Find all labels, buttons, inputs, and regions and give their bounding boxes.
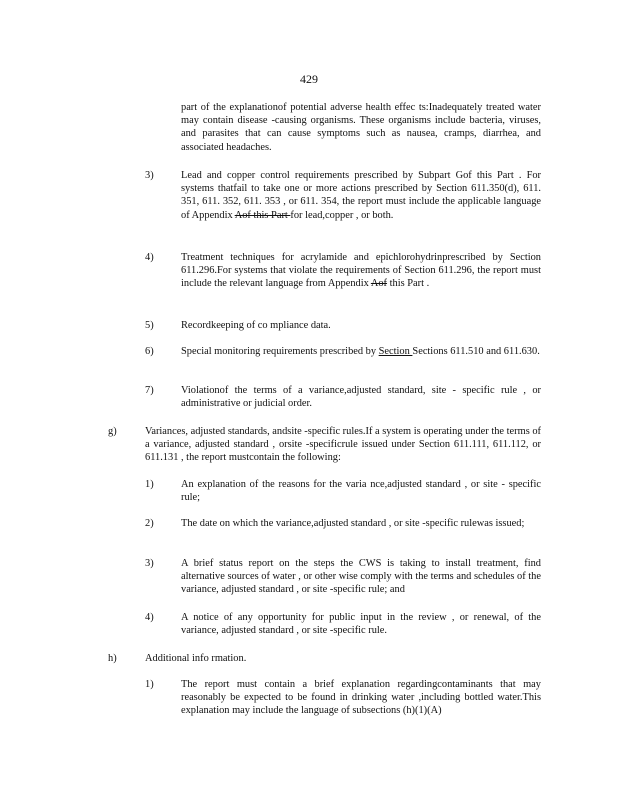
g-item-public-notice: A notice of any opportunity for public input in the review , or renewal, of the variance, adjusted standard , or site -specific rule. [181,612,541,637]
underlined-text: Section [378,346,413,357]
item-text-special-monitoring: Special monitoring requirements prescribed by Section Sections 611.510 and 611.630. [181,346,540,357]
item-number: 3) [145,170,154,181]
item-text-treatment-techniques: Treatment techniques for acrylamide and epichlorohydrinprescribed by Section 611.296.For systems that violate the requirements of Section 611.296, the report must include the relevant language from Appendix Aof this Part . [181,252,541,290]
section-h-text: Additional info rmation. [145,653,247,664]
page-number: 429 [300,72,318,86]
item-number: 5) [145,320,154,331]
item-number: 4) [145,612,154,623]
item-number: 4) [145,252,154,263]
section-label-g: g) [108,426,117,437]
item-number: 1) [145,679,154,690]
item-text-lead-copper: Lead and copper control requirements prescribed by Subpart Gof this Part . For systems thatfail to take one or more actions prescribed by Section 611.350(d), 611. 351, 611. 352, 611. 353 , or 611. 354, the report must include the applicable language of Appendix Aof this Part for lead,copper , or both. [181,170,541,221]
section-g-text: Variances, adjusted standards, andsite -specific rules.If a system is operating under the terms of a variance, adjusted standard , orsite -specificrule issued under Section 611.111, 611.112, or 611.131 , the report mustcontain the following: [145,426,541,464]
item-number: 2) [145,518,154,529]
item-number: 1) [145,479,154,490]
item-number: 3) [145,558,154,569]
item-text-recordkeeping: Recordkeeping of co mpliance data. [181,320,331,331]
struck-text: Aof [370,278,388,290]
h-item-contaminants: The report must contain a brief explanation regardingcontaminants that may reasonably be expected to be found in drinking water ,including bottled water.This explanation may include the language of subsections (h)(1)(A) [181,679,541,717]
item-number: 7) [145,385,154,396]
struck-text: Aof this Part [234,209,291,221]
section-label-h: h) [108,653,117,664]
g-item-date: The date on which the variance,adjusted standard , or site -specific rulewas issued; [181,518,525,529]
g-item-explanation: An explanation of the reasons for the varia nce,adjusted standard , or site - specific rule; [181,479,541,504]
intro-paragraph: part of the explanationof potential adverse health effec ts:Inadequately treated water may contain disease -causing organisms. These organisms include bacteria, viruses, and parasites that can cause symptoms such as nausea, cramps, diarrhea, and associated headaches. [181,102,541,153]
g-item-status-report: A brief status report on the steps the CWS is taking to install treatment, find alternative sources of water , or other wise comply with the terms and schedules of the variance, adjusted standard , or site -specific rule; and [181,558,541,596]
item-number: 6) [145,346,154,357]
item-text-violation: Violationof the terms of a variance,adjusted standard, site - specific rule , or administrative or judicial order. [181,385,541,410]
